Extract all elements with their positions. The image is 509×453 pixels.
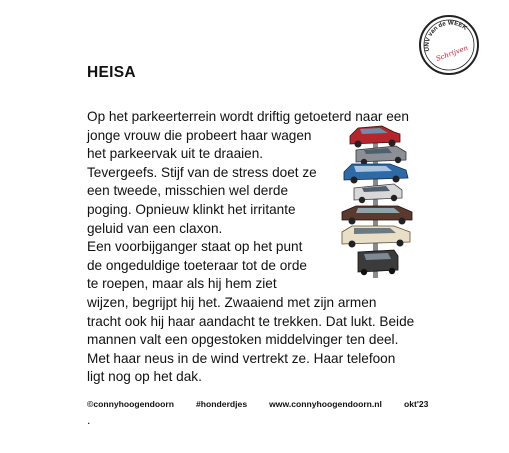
story-line: tracht ook hij haar aandacht te trekken. Dat lukt. Beide xyxy=(87,313,415,329)
stamp-script-text: Schrijven xyxy=(434,43,470,63)
story-line: Met haar neus in de wind vertrekt ze. Haar telefoon xyxy=(87,350,396,366)
story-line: wijzen, begrijpt hij het. Zwaaiend met zijn armen xyxy=(87,294,377,310)
footer-hashtag: #honderdjes xyxy=(196,399,248,409)
footer-date: okt'23 xyxy=(403,399,429,409)
story-line: mannen valt een opgestoken middelvinger ten deel. xyxy=(87,332,399,348)
story-line: poging. Opnieuw klinkt het irritante xyxy=(87,201,296,217)
trailing-dot: . xyxy=(87,413,91,427)
stamp-top-text: UNV van de WEEK xyxy=(423,19,469,52)
footer-website-link[interactable]: www.connyhoogendoorn.nl xyxy=(269,399,382,409)
story-text xyxy=(87,108,487,387)
story-line: jonge vrouw die probeert haar wagen xyxy=(87,127,312,143)
stacked-cars-image xyxy=(336,120,416,280)
story-line: het parkeervak uit te draaien. xyxy=(87,146,264,162)
story-line: Tevergeefs. Stijf van de stress doet ze xyxy=(87,164,317,180)
story-line: Op het parkeerterrein wordt driftig getoeterd naar een xyxy=(87,109,409,124)
story-line: Een voorbijganger staat op het punt xyxy=(87,239,303,255)
story-line: te roepen, maar als hij hem ziet xyxy=(87,276,277,292)
unv-van-de-week-stamp xyxy=(418,14,480,76)
footer xyxy=(87,399,467,409)
page-title: HEISA xyxy=(87,64,136,81)
story-line: een tweede, misschien wel derde xyxy=(87,183,288,199)
footer-copyright-handle: ©connyhoogendoorn xyxy=(87,399,175,409)
story-line: geluid van een claxon. xyxy=(87,220,223,236)
grey-car-icon xyxy=(356,146,406,165)
story-line: ligt nog op het dak. xyxy=(87,369,202,385)
story-line: de ongeduldige toeteraar tot de orde xyxy=(87,257,307,273)
